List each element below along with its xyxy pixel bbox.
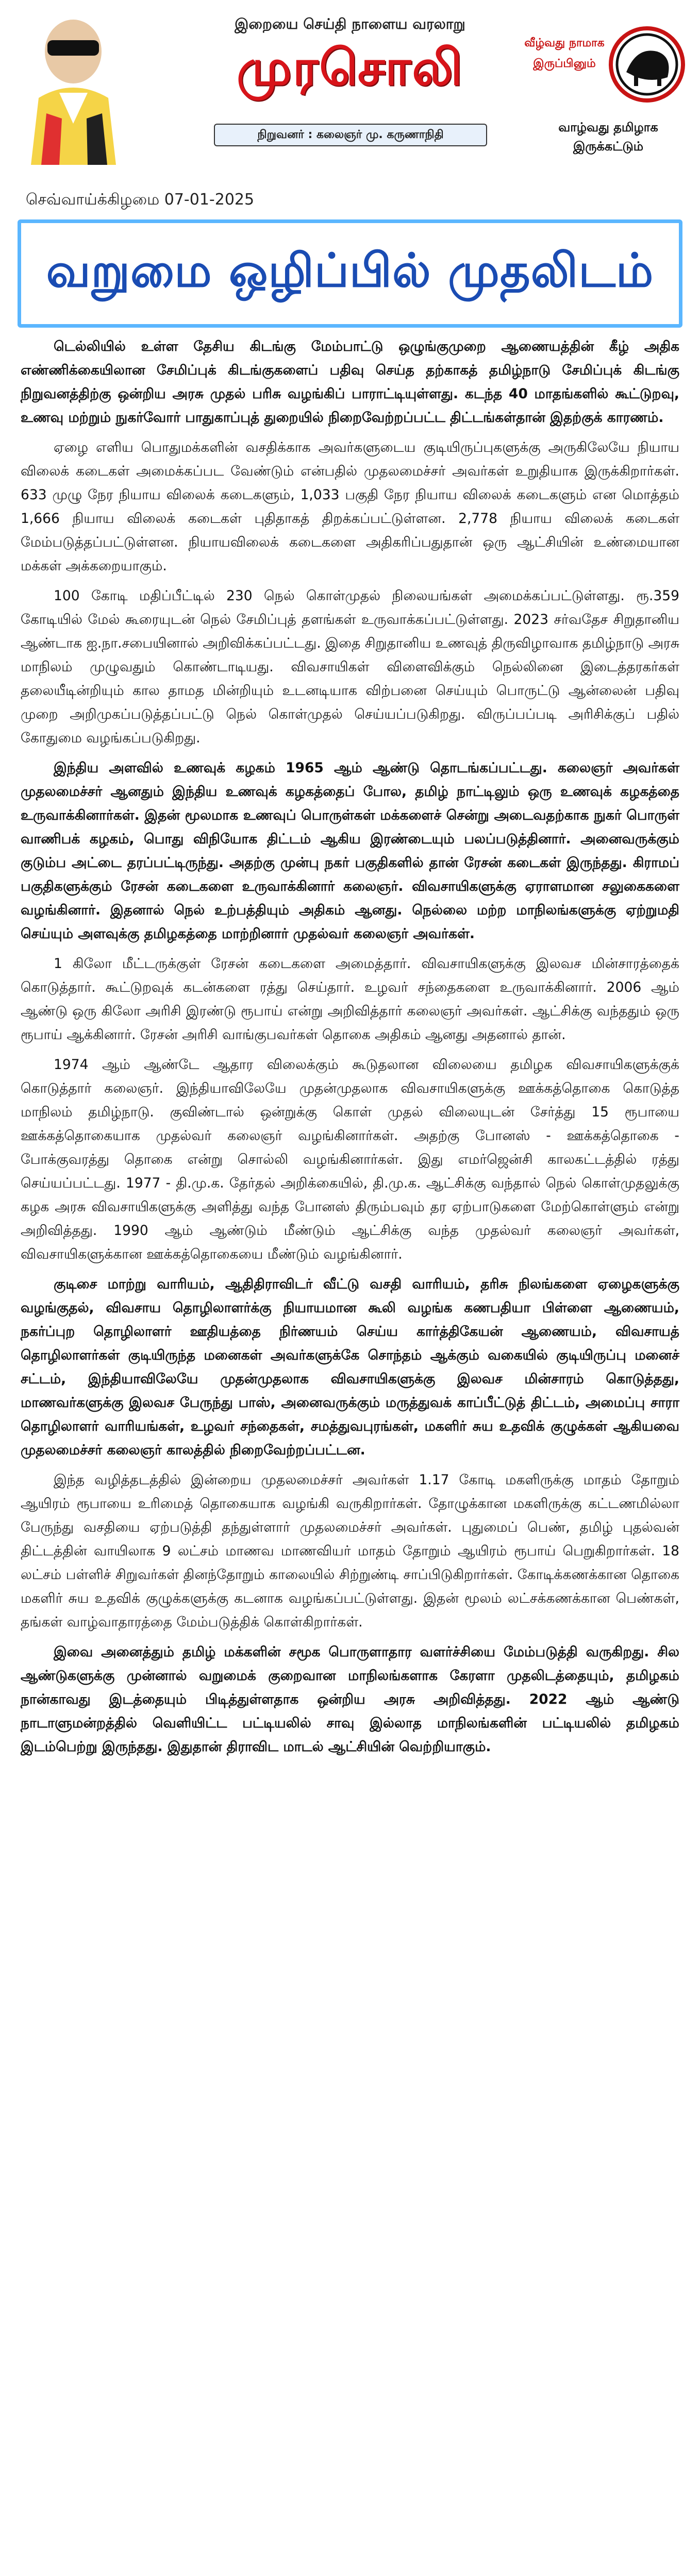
party-emblem-logo	[518, 10, 688, 165]
publication-date: செவ்வாய்க்கிழமை 07-01-2025	[26, 191, 255, 209]
newspaper-logo-title: முரசொலி	[237, 39, 463, 96]
paragraph-6: 1974 ஆம் ஆண்டே ஆதார விலைக்கும் கூடுதலான விலையை தமிழக விவசாயிகளுக்குக் கொடுத்தார் கலைஞர். இந்தியாவிலேயே முதன்முதலாக விவசாயிகளுக்கு ஊக்கத்தொகை கொடுத்த மாநிலம் தமிழ்நாடு. குவிண்டால் ஒன்றுக்கு கொள் முதல் விலையுடன் சேர்த்து 15 ரூபாயை ஊக்கத்தொகையாக முதல்வர் கலைஞர் வழங்கினார்கள். அதற்கு போனஸ் - ஊக்கத்தொகை - போக்குவரத்து தொகை என்று சொல்லி வழங்கினார்கள். இது எமர்ஜென்சி காலகட்டத்தில் ரத்து செய்யப்பட்டது. 1977 - தி.மு.க. தேர்தல் அறிக்கையில், தி.மு.க. ஆட்சிக்கு வந்தால் நெல் கொள்முதலுக்கு கழக அரசு விவசாயிகளுக்கு அளித்து வந்த போனஸ் திரும்பவும் தர ஏற்பாடுகளை மேற்கொள்ளும் என்று அறிவித்தது. 1990 ஆம் ஆண்டும் மீண்டும் ஆட்சிக்கு வந்த முதல்வர் கலைஞர் அவர்கள், விவசாயிகளுக்கான ஊக்கத்தொகையை மீண்டும் வழங்கினார்.	[21, 1057, 679, 1262]
headline: வறுமை ஒழிப்பில் முதலிடம்	[46, 243, 654, 298]
paragraph-8: இந்த வழித்தடத்தில் இன்றைய முதலமைச்சர் அவர்கள் 1.17 கோடி மகளிருக்கு மாதம் தோறும் ஆயிரம் ரூபாயை உரிமைத் தொகையாக வழங்கி வருகிறார்கள். தோழுக்கான மகளிருக்கு கட்டணமில்லா பேருந்து வசதியை ஏற்படுத்தி தந்துள்ளார் முதலமைச்சர் அவர்கள். புதுமைப் பெண், தமிழ் புதல்வன் திட்டத்தின் வாயிலாக 9 லட்சம் மாணவ மாணவியர் மாதம் தோறும் ஆயிரம் ரூபாய் பெறுகிறார்கள். 18 லட்சம் பள்ளிச் சிறுவர்கள் தினந்தோறும் காலையில் சிற்றுண்டி சாப்பிடுகிறார்கள். கோடிக்கணக்கான தொகை மகளிர் சுய உதவிக் குழுக்களுக்கு கடனாக வழங்கப்பட்டுள்ளது. இதன் மூலம் லட்சக்கணக்கான பெண்கள், தங்கள் வாழ்வாதாரத்தை மேம்படுத்திக் கொள்கிறார்கள்.	[21, 1472, 679, 1630]
headline-box	[18, 219, 682, 328]
paragraph-7: குடிசை மாற்று வாரியம், ஆதிதிராவிடர் வீட்டு வசதி வாரியம், தரிசு நிலங்களை ஏழைகளுக்கு வழங்குதல், விவசாய தொழிலாளர்க்கு நியாயமான கூலி வழங்க கணபதியா பிள்ளை ஆணையம், நகர்ப்புற தொழிலாளர் ஊதியத்தை நிர்ணயம் செய்ய கார்த்திகேயன் ஆணையம், விவசாயத் தொழிலாளர்கள் குடியிருந்த மனைகள் அவர்களுக்கே சொந்தம் ஆக்கும் வகையில் குடியிருப்பு மனைச் சட்டம், இந்தியாவிலேயே முதன்முதலாக விவசாயிகளுக்கு இலவச மின்சாரம் கொடுத்தது, மாணவர்களுக்கு இலவச பேருந்து பாஸ், அனைவருக்கும் மருத்துவக் காப்பீட்டுத் திட்டம், அமைப்பு சாரா தொழிலாளர் வாரியங்கள், உழவர் சந்தைகள், சமத்துவபுரங்கள், மகளிர் சுய உதவிக் குழுக்கள் ஆகியவை முதலமைச்சர் கலைஞர் காலத்தில் நிறைவேற்றப்பட்டன.	[21, 1276, 679, 1458]
tagline: இறையை செய்தி நாளைய வரலாறு	[235, 15, 465, 32]
founder-caption: நிறுவனர் : கலைஞர் மு. கருணாநிதி	[214, 124, 487, 146]
paragraph-3: 100 கோடி மதிப்பீட்டில் 230 நெல் கொள்முதல் நிலையங்கள் அமைக்கப்பட்டுள்ளது. ரூ.359 கோடியில் மேல் கூரையுடன் நெல் சேமிப்புத் தளங்கள் உருவாக்கப்பட்டுள்ளது. 2023 சர்வதேச சிறுதானிய ஆண்டாக ஐ.நா.சபையினால் அறிவிக்கப்பட்டது. இதை சிறுதானிய உணவுத் திருவிழாவாக தமிழ்நாடு அரசு மாநிலம் முழுவதும் கொண்டாடியது. விவசாயிகள் விளைவிக்கும் நெல்லினை இடைத்தரகர்கள் தலையீடின்றியும் கால தாமத மின்றியும் உடனடியாக விற்பனை செய்யும் பொருட்டு ஆன்லைன் பதிவு முறை அறிமுகப்படுத்தப்பட்டு நெல் கொள்முதல் செய்யப்படுகிறது. விருப்பப்படி அரிசிக்குப் பதில் கோதுமை வழங்கப்படுகிறது.	[21, 588, 679, 746]
paragraph-5: 1 கிலோ மீட்டருக்குள் ரேசன் கடைகளை அமைத்தார். விவசாயிகளுக்கு இலவச மின்சாரத்தைக் கொடுத்தார். கூட்டுறவுக் கடன்களை ரத்து செய்தார். உழவர் சந்தைகளை உருவாக்கினார். 2006 ஆம் ஆண்டு ஒரு கிலோ அரிசி இரண்டு ரூபாய் என்று அறிவித்தார் கலைஞர் அவர்கள். ஆட்சிக்கு வந்ததும் ஒரு ரூபாய் ஆக்கினார். ரேசன் அரிசி வாங்குபவர்கள் தொகை அதிகம் ஆனது அதனால் தான்.	[21, 956, 679, 1043]
svg-text:இருக்கட்டும்: இருக்கட்டும்	[573, 139, 644, 154]
article-body	[21, 335, 679, 1765]
paragraph-4: இந்திய அளவில் உணவுக் கழகம் 1965 ஆம் ஆண்டு தொடங்கப்பட்டது. கலைஞர் அவர்கள் முதலமைச்சர் ஆனதும் இந்திய உணவுக் கழகத்தைப் போல, தமிழ் நாட்டிலும் ஒரு உணவுக் கழகத்தை உருவாக்கினார்கள். இதன் மூலமாக உணவுப் பொருள்கள் மக்களைச் சென்று அடைவதற்காக நுகர் பொருள் வாணிபக் கழகம், பொது விநியோக திட்டம் ஆகிய இரண்டையும் பலப்படுத்தினார். அனைவருக்கும் குடும்ப அட்டை தரப்பட்டிருந்து. அதற்கு முன்பு நகர் பகுதிகளில் தான் ரேசன் கடைகள் இருந்தது. கிராமப் பகுதிகளுக்கும் ரேசன் கடைகளை உருவாக்கினார் கலைஞர். விவசாயிகளுக்கு ஏராளமான சலுகைகளை வழங்கினார். இதனால் நெல் உற்பத்தியும் அதிகம் ஆனது. நெல்லை மற்ற மாநிலங்களுக்கு ஏற்றுமதி செய்யும் அளவுக்கு தமிழகத்தை மாற்றினார் முதல்வர் கலைஞர் அவர்கள்.	[21, 760, 679, 942]
paragraph-2: ஏழை எளிய பொதுமக்களின் வசதிக்காக அவர்களுடைய குடியிருப்புகளுக்கு அருகிலேயே நியாய விலைக் கடைகள் அமைக்கப்பட வேண்டும் என்பதில் முதலமைச்சர் அவர்கள் உறுதியாக இருக்கிறார்கள். 633 முழு நேர நியாய விலைக் கடைகளும், 1,033 பகுதி நேர நியாய விலைக் கடைகளும் என மொத்தம் 1,666 நியாய விலைக் கடைகள் புதிதாகத் திறக்கப்பட்டுள்ளன. 2,778 நியாய விலைக் கடைகள் மேம்படுத்தப்பட்டுள்ளன. நியாயவிலைக் கடைகளை அதிகரிப்பதுதான் ஒரு ஆட்சியின் உண்மையான மக்கள் அக்கறையாகும்.	[21, 439, 679, 574]
masthead	[0, 0, 700, 216]
paragraph-9: இவை அனைத்தும் தமிழ் மக்களின் சமூக பொருளாதார வளர்ச்சியை மேம்படுத்தி வருகிறது. சில ஆண்டுகளுக்கு முன்னால் வறுமைக் குறைவான மாநிலங்களாக கேரளா முதலிடத்தையும், தமிழகம் நான்காவது இடத்தையும் பிடித்துள்ளதாக ஒன்றிய அரசு அறிவித்தது. 2022 ஆம் ஆண்டு நாடாளுமன்றத்தில் வெளியிட்ட பட்டியலில் சாவு இல்லாத மாநிலங்களின் பட்டியலில் தமிழகம் இடம்பெற்று இருந்தது. இதுதான் திராவிட மாடல் ஆட்சியின் வெற்றியாகும்.	[21, 1644, 679, 1755]
svg-text:வாழ்வது தமிழாக: வாழ்வது தமிழாக	[558, 120, 658, 134]
paragraph-1: டெல்லியில் உள்ள தேசிய கிடங்கு மேம்பாட்டு ஒழுங்குமுறை ஆணையத்தின் கீழ் அதிக எண்ணிக்கையிலான சேமிப்புக் கிடங்குகளைப் பதிவு செய்த தற்காகத் தமிழ்நாடு சேமிப்புக் கிடங்கு நிறுவனத்திற்கு ஒன்றிய அரசு முதல் பரிசு வழங்கிப் பாராட்டியுள்ளது. கடந்த 40 மாதங்களில் கூட்டுறவு, உணவு மற்றும் நுகர்வோர் பாதுகாப்புத் துறையில் நிறைவேற்றப்பட்ட திட்டங்கள்தான் இதற்குக் காரணம்.	[21, 338, 679, 426]
svg-text:வீழ்வது நாமாக: வீழ்வது நாமாக	[524, 37, 605, 49]
svg-text:இருப்பினும்: இருப்பினும்	[533, 57, 596, 70]
